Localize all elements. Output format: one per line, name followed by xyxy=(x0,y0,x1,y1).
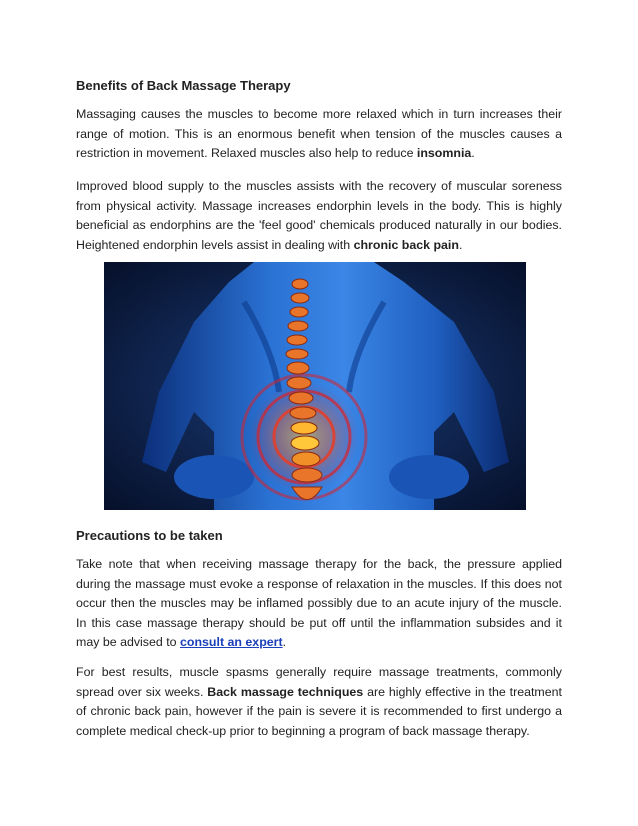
section-heading-benefits: Benefits of Back Massage Therapy xyxy=(76,78,291,93)
paragraph-text: . xyxy=(458,237,463,252)
bold-keyword-chronic-back-pain: chronic back pain xyxy=(353,237,459,252)
back-pain-illustration xyxy=(104,262,526,510)
paragraph-best-results xyxy=(76,663,562,741)
paragraph-text: are highly effective in the treatment of chronic back pain, however if the pain is severe it is recommended to first undergo a complete medical check-up prior to beginning a program of back massage therapy. xyxy=(76,684,562,738)
paragraph-text: Take note that when receiving massage therapy for the back, the pressure applied during the massage must evoke a response of relaxation in the muscles. If this does not occur then the muscles may be inflamed possibly due to an acute injury of the muscle. In this case massage therapy should be put off until the inflammation subsides and it may be advised to xyxy=(76,557,562,650)
spine-pain-icon xyxy=(104,262,526,510)
paragraph-pressure xyxy=(76,555,562,653)
bold-keyword-insomnia: insomnia xyxy=(416,146,472,161)
paragraph-text: . xyxy=(471,146,475,161)
paragraph-blood-supply xyxy=(76,177,562,255)
paragraph-text: . xyxy=(282,635,287,650)
consult-expert-link[interactable]: consult an expert xyxy=(180,635,283,650)
section-heading-precautions: Precautions to be taken xyxy=(76,528,223,543)
paragraph-text: For best results, muscle spasms generally require massage treatments, commonly spread over six weeks. xyxy=(76,665,562,699)
paragraph-text: Massaging causes the muscles to become more relaxed which in turn increases their range of motion. This is an enormous benefit when tension of the muscles causes a restriction in movement. Relaxed muscles also help to reduce xyxy=(76,107,562,161)
paragraph-text: Improved blood supply to the muscles assists with the recovery of muscular soreness from physical activity. Massage increases endorphin levels in the body. This is highly beneficial as endorphins are the 'feel good' chemicals produced naturally in our bodies. Heightened endorphin levels assist in dealing with xyxy=(76,179,562,252)
bold-keyword-back-massage-techniques: Back massage techniques xyxy=(207,684,364,699)
paragraph-relaxed-muscles xyxy=(76,105,562,164)
